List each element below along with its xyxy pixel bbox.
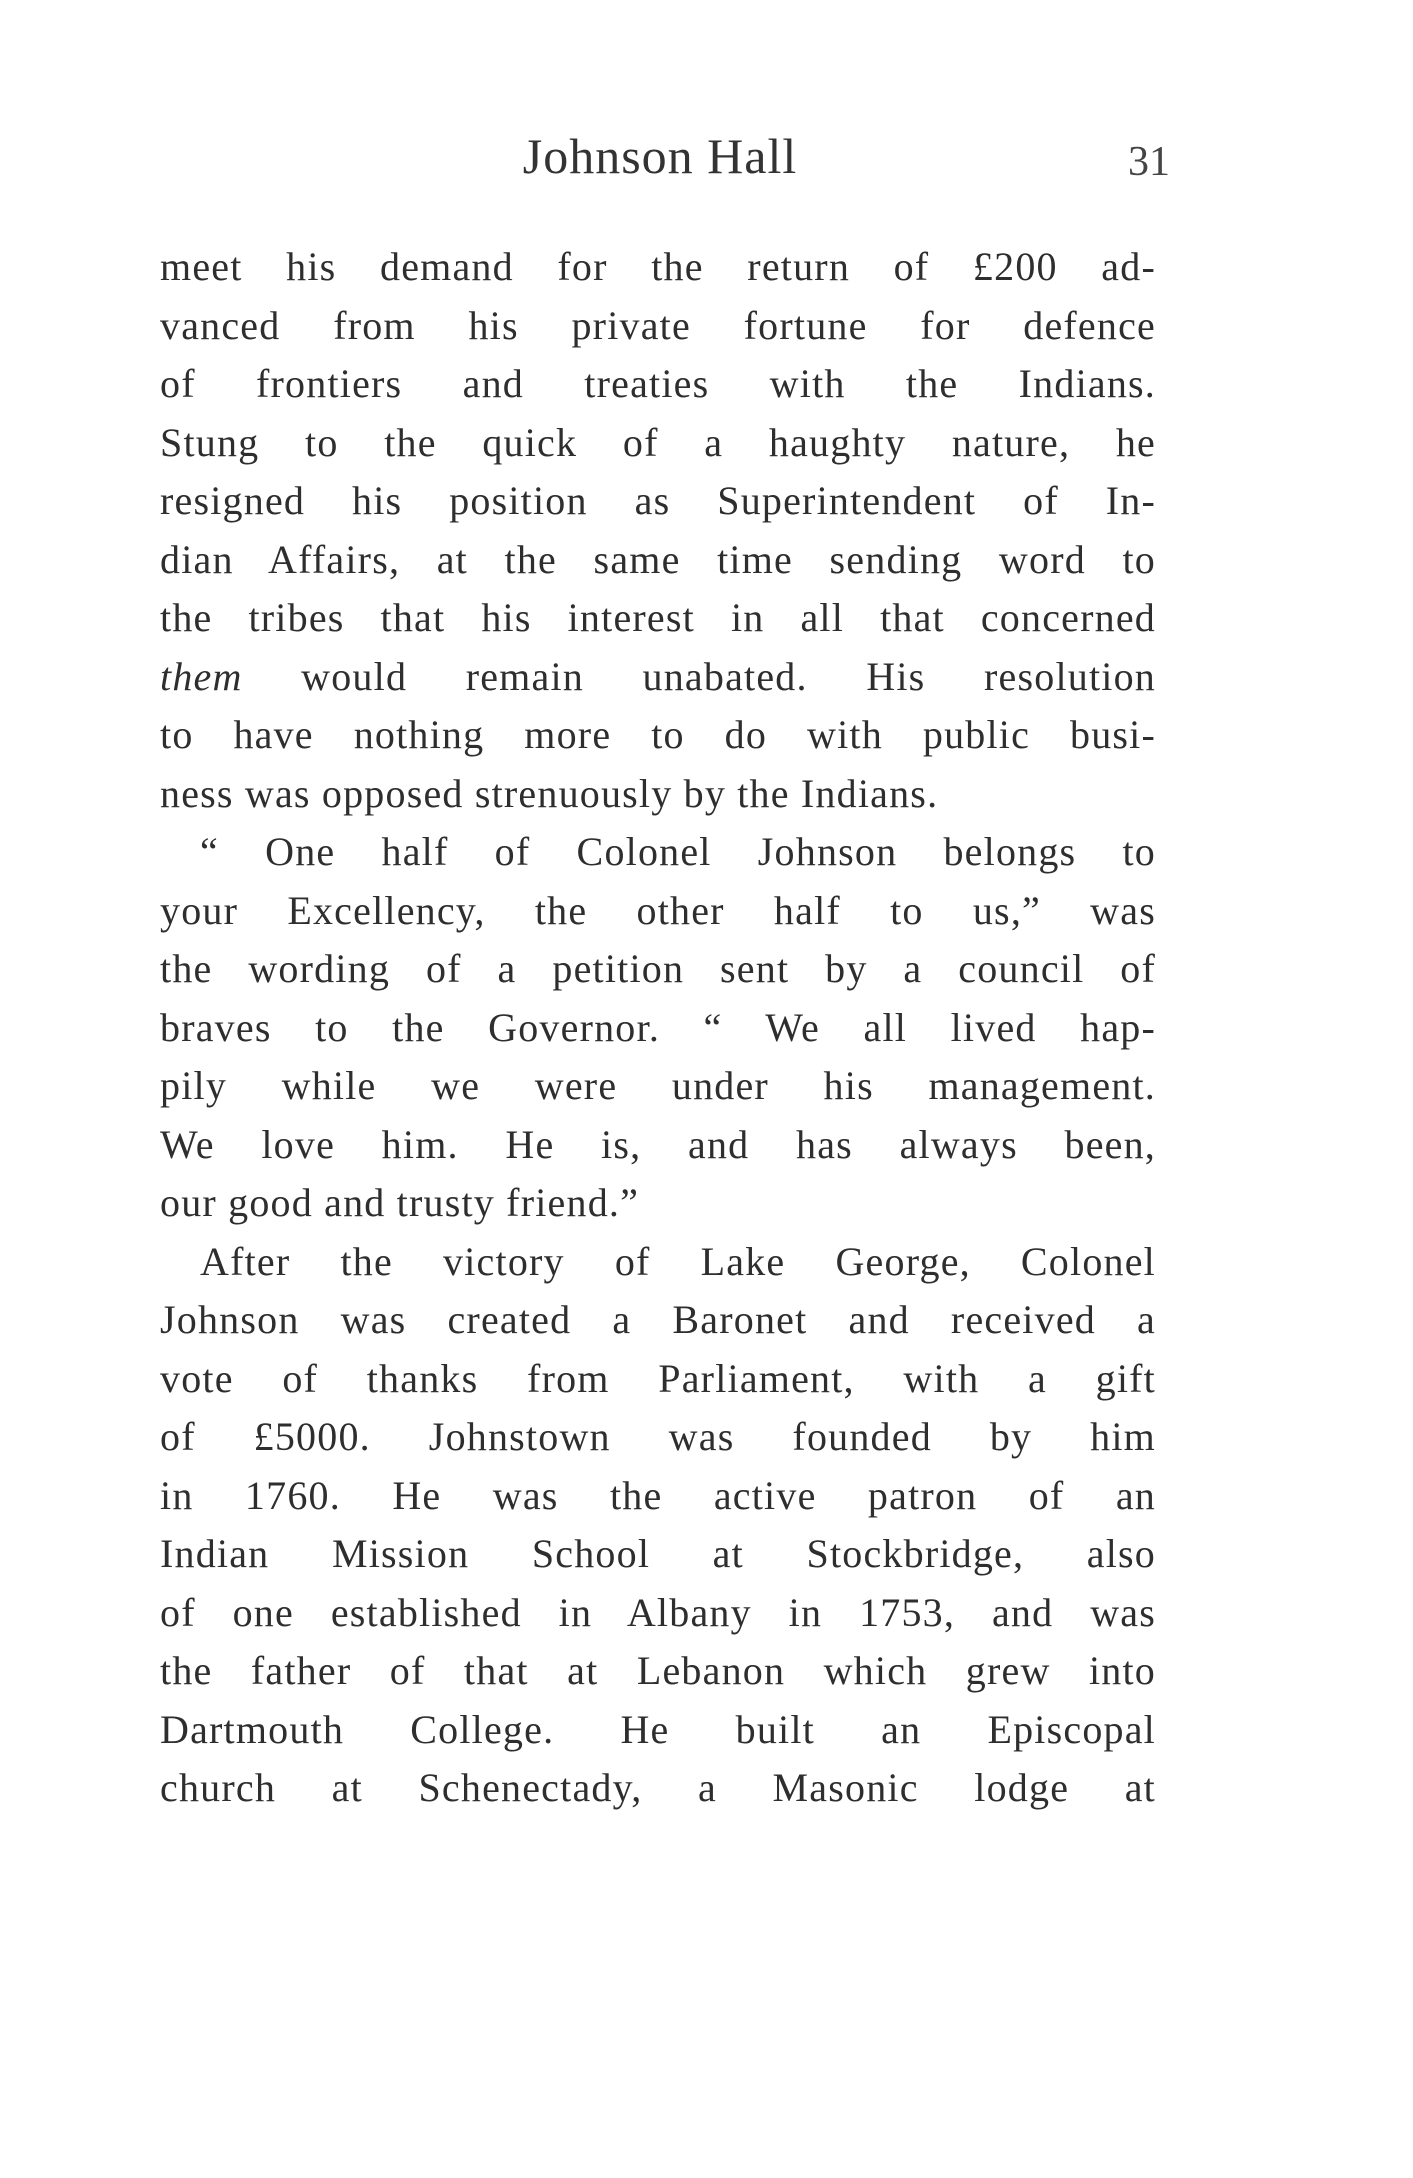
text-line-13: the wording of a petition sent by a council of [160, 946, 1156, 991]
text-line-6: dian Affairs, at the same time sending word to [160, 536, 1156, 582]
italic-word: them [160, 653, 243, 699]
body-text [160, 238, 1156, 1818]
text-line-16: We love him. He is, and has always been, [160, 1121, 1156, 1167]
running-head [160, 126, 1170, 196]
text-line-10: ness was opposed strenuously by the Indians. [160, 770, 939, 816]
text-line-25: the father of that at Lebanon which grew into [160, 1648, 1156, 1693]
text-line-7: the tribes that his interest in all that concerned [160, 595, 1156, 640]
text-line-23: Indian Mission School at Stockbridge, also [160, 1531, 1156, 1576]
page-number: 31 [1128, 139, 1170, 185]
text-line-21: of £5000. Johnstown was founded by him [160, 1414, 1156, 1459]
text-line-12: your Excellency, the other half to us,” was [160, 887, 1156, 933]
text-line-3: of frontiers and treaties with the Indians. [160, 361, 1156, 406]
text-line-11: “ One half of Colonel Johnson belongs to [200, 829, 1156, 874]
text-line-24: of one established in Albany in 1753, and was [160, 1589, 1156, 1635]
text-line-20: vote of thanks from Parliament, with a gift [160, 1355, 1156, 1401]
text-line-27: church at Schenectady, a Masonic lodge at [160, 1765, 1156, 1810]
text-line-26: Dartmouth College. He built an Episcopal [160, 1706, 1156, 1752]
text-line-8-rest: would remain unabated. His resolution [301, 653, 1156, 699]
text-line-19: Johnson was created a Baronet and received a [160, 1297, 1156, 1342]
text-line-1: meet his demand for the return of £200 ad- [160, 244, 1156, 289]
text-line-17: our good and trusty friend.” [160, 1180, 640, 1225]
text-line-14: braves to the Governor. “ We all lived hap- [160, 1004, 1156, 1050]
text-line-15: pily while we were under his management. [160, 1063, 1156, 1108]
running-title: Johnson Hall [522, 128, 798, 184]
text-line-4: Stung to the quick of a haughty nature, he [160, 419, 1156, 465]
text-line-22: in 1760. He was the active patron of an [160, 1472, 1156, 1518]
text-line-9: to have nothing more to do with public busi- [160, 712, 1156, 757]
text-line-2: vanced from his private fortune for defence [160, 302, 1156, 348]
text-line-8 [160, 648, 1156, 707]
text-line-18: After the victory of Lake George, Colonel [200, 1238, 1156, 1284]
text-line-5: resigned his position as Superintendent of In- [160, 478, 1156, 523]
